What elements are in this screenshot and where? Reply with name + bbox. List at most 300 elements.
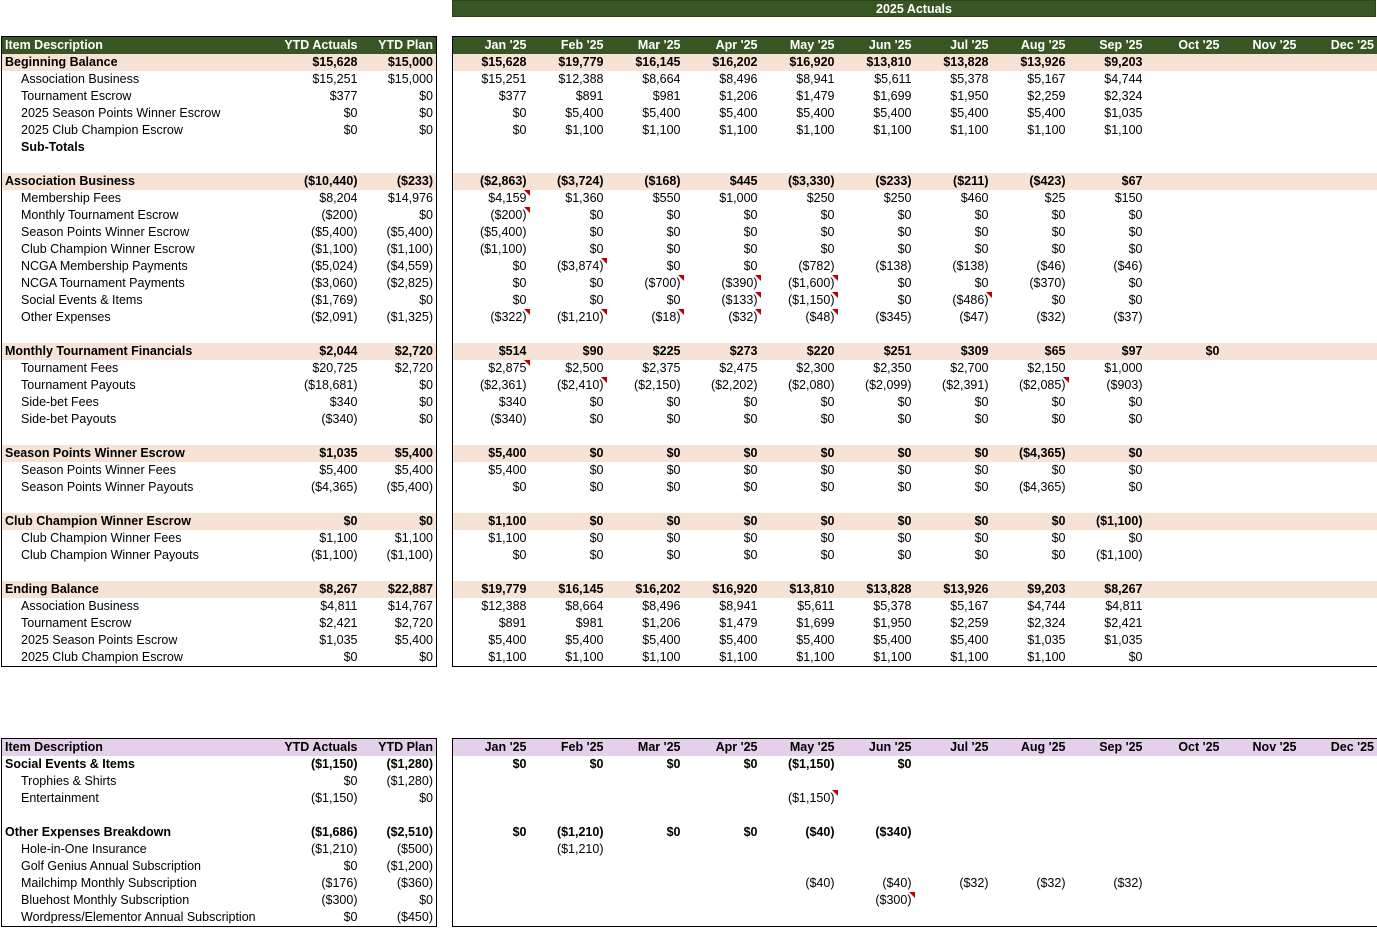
month-value-cell[interactable] — [761, 428, 838, 445]
month-value-cell[interactable] — [1146, 275, 1223, 292]
month-value-cell[interactable]: $1,699 — [873, 89, 912, 103]
month-value-cell[interactable] — [1146, 394, 1223, 411]
month-value-cell[interactable] — [1300, 615, 1377, 632]
month-value-cell[interactable] — [1146, 790, 1223, 807]
month-value-cell[interactable]: $0 — [897, 480, 912, 494]
month-value-cell[interactable]: ($138) — [952, 259, 989, 273]
month-value-cell[interactable]: $981 — [575, 616, 604, 630]
month-value-cell[interactable] — [1146, 564, 1223, 581]
month-value-cell[interactable]: $0 — [666, 395, 681, 409]
month-value-cell[interactable] — [1300, 275, 1377, 292]
month-value-cell[interactable]: $0 — [743, 412, 758, 426]
month-value-cell[interactable]: ($423) — [992, 173, 1069, 190]
month-value-cell[interactable] — [1223, 598, 1300, 615]
item-label-cell[interactable]: Monthly Tournament Financials — [2, 343, 281, 360]
month-value-cell[interactable]: $13,810 — [838, 54, 915, 71]
header-month[interactable]: Mar '25 — [607, 739, 684, 757]
month-value-cell[interactable]: ($211) — [915, 173, 992, 190]
month-value-cell[interactable]: $25 — [1044, 191, 1066, 205]
ytd-actuals-cell[interactable]: $0 — [281, 909, 361, 927]
item-label-cell[interactable]: Club Champion Winner Payouts — [2, 547, 281, 564]
month-value-cell[interactable] — [1069, 858, 1146, 875]
item-label-cell[interactable]: Bluehost Monthly Subscription — [2, 892, 281, 909]
month-value-cell[interactable] — [1223, 173, 1300, 190]
item-label-cell[interactable]: Mailchimp Monthly Subscription — [2, 875, 281, 892]
month-value-cell[interactable] — [915, 326, 992, 343]
month-value-cell[interactable]: $0 — [743, 825, 758, 839]
ytd-plan-cell[interactable]: $14,767 — [361, 598, 437, 615]
month-value-cell[interactable]: $16,202 — [684, 54, 761, 71]
month-value-cell[interactable]: $309 — [915, 343, 992, 360]
month-value-cell[interactable]: $0 — [974, 480, 989, 494]
month-value-cell[interactable]: $0 — [1069, 445, 1146, 462]
month-value-cell[interactable] — [1223, 875, 1300, 892]
month-value-cell[interactable]: $0 — [666, 242, 681, 256]
month-value-cell[interactable] — [992, 564, 1069, 581]
month-value-cell[interactable]: $0 — [1051, 242, 1066, 256]
month-value-cell[interactable] — [1146, 190, 1223, 207]
item-label-cell[interactable]: Tournament Fees — [2, 360, 281, 377]
month-value-cell[interactable] — [530, 428, 607, 445]
month-value-cell[interactable]: $4,159 — [453, 190, 530, 207]
month-value-cell[interactable]: $1,950 — [873, 616, 912, 630]
month-value-cell[interactable]: $0 — [1051, 208, 1066, 222]
month-value-cell[interactable]: ($40) — [882, 876, 912, 890]
month-value-cell[interactable]: $5,167 — [950, 599, 989, 613]
month-value-cell[interactable] — [915, 139, 992, 156]
month-value-cell[interactable]: ($47) — [959, 310, 989, 324]
month-value-cell[interactable]: $0 — [743, 242, 758, 256]
month-value-cell[interactable]: $2,259 — [1027, 89, 1066, 103]
month-value-cell[interactable]: ($1,100) — [1095, 548, 1143, 562]
item-label-cell[interactable]: Tournament Escrow — [2, 615, 281, 632]
month-value-cell[interactable]: $250 — [883, 191, 912, 205]
month-value-cell[interactable]: $0 — [453, 547, 530, 564]
month-value-cell[interactable] — [530, 858, 607, 875]
month-value-cell[interactable] — [1300, 207, 1377, 224]
month-value-cell[interactable]: $0 — [897, 225, 912, 239]
ytd-plan-cell[interactable]: $0 — [361, 649, 437, 667]
month-value-cell[interactable]: ($48) — [761, 309, 838, 326]
month-value-cell[interactable] — [1146, 479, 1223, 496]
ytd-actuals-cell[interactable]: ($5,024) — [310, 259, 358, 273]
month-value-cell[interactable] — [1300, 105, 1377, 122]
month-value-cell[interactable] — [992, 790, 1069, 807]
month-value-cell[interactable]: $1,100 — [565, 123, 604, 137]
month-value-cell[interactable] — [1300, 496, 1377, 513]
month-value-cell[interactable]: ($5,400) — [453, 224, 530, 241]
month-value-cell[interactable] — [607, 909, 684, 926]
month-value-cell[interactable]: $340 — [453, 394, 530, 411]
item-label-cell[interactable]: Tournament Payouts — [2, 377, 281, 394]
month-value-cell[interactable]: $891 — [453, 615, 530, 632]
ytd-actuals-cell[interactable]: ($5,400) — [310, 225, 358, 239]
month-value-cell[interactable] — [1300, 377, 1377, 394]
month-value-cell[interactable] — [1300, 428, 1377, 445]
month-value-cell[interactable] — [453, 892, 530, 909]
month-value-cell[interactable] — [915, 858, 992, 875]
ytd-actuals-cell[interactable]: ($10,440) — [281, 173, 361, 190]
month-value-cell[interactable]: $1,100 — [530, 649, 607, 667]
month-value-cell[interactable]: $13,828 — [838, 581, 915, 598]
month-value-cell[interactable] — [1146, 547, 1223, 564]
month-value-cell[interactable] — [1146, 615, 1223, 632]
month-value-cell[interactable]: ($1,100) — [1069, 513, 1146, 530]
month-value-cell[interactable] — [915, 807, 992, 824]
month-value-cell[interactable]: $0 — [897, 395, 912, 409]
month-value-cell[interactable] — [1223, 309, 1300, 326]
month-value-cell[interactable]: $1,100 — [915, 649, 992, 667]
month-value-cell[interactable] — [1223, 343, 1300, 360]
month-value-cell[interactable]: $9,203 — [992, 581, 1069, 598]
ytd-plan-cell[interactable] — [361, 139, 437, 156]
month-value-cell[interactable] — [1223, 122, 1300, 139]
ytd-plan-cell[interactable] — [361, 428, 437, 445]
month-value-cell[interactable]: $2,500 — [565, 361, 604, 375]
month-value-cell[interactable] — [992, 807, 1069, 824]
month-value-cell[interactable]: $0 — [743, 225, 758, 239]
month-value-cell[interactable] — [1223, 513, 1300, 530]
month-value-cell[interactable] — [453, 496, 530, 513]
month-value-cell[interactable]: ($1,150) — [761, 790, 838, 807]
month-value-cell[interactable] — [1223, 892, 1300, 909]
month-value-cell[interactable] — [1223, 411, 1300, 428]
month-value-cell[interactable] — [992, 858, 1069, 875]
month-value-cell[interactable]: ($2,202) — [710, 378, 758, 392]
month-value-cell[interactable]: $0 — [897, 242, 912, 256]
ytd-actuals-cell[interactable]: ($4,365) — [310, 480, 358, 494]
month-value-cell[interactable]: $67 — [1069, 173, 1146, 190]
month-value-cell[interactable] — [1300, 462, 1377, 479]
header-month[interactable]: Nov '25 — [1223, 739, 1300, 757]
ytd-actuals-cell[interactable]: $5,400 — [319, 463, 358, 477]
month-value-cell[interactable] — [1146, 54, 1223, 71]
month-value-cell[interactable] — [530, 790, 607, 807]
month-value-cell[interactable]: ($340) — [875, 825, 912, 839]
month-value-cell[interactable] — [1146, 71, 1223, 88]
month-value-cell[interactable]: $0 — [838, 513, 915, 530]
ytd-plan-cell[interactable]: ($1,325) — [361, 309, 437, 326]
month-value-cell[interactable] — [915, 428, 992, 445]
item-label-cell[interactable]: Trophies & Shirts — [2, 773, 281, 790]
month-value-cell[interactable]: $1,100 — [607, 649, 684, 667]
ytd-plan-cell[interactable]: $0 — [361, 105, 437, 122]
ytd-plan-cell[interactable]: ($233) — [361, 173, 437, 190]
month-value-cell[interactable]: $5,167 — [1027, 72, 1066, 86]
month-value-cell[interactable] — [684, 773, 761, 790]
header-item-description[interactable]: Item Description — [2, 37, 281, 55]
month-value-cell[interactable]: $981 — [652, 89, 681, 103]
ytd-plan-cell[interactable]: ($1,200) — [361, 858, 437, 875]
month-value-cell[interactable] — [453, 858, 530, 875]
item-label-cell[interactable]: 2025 Season Points Escrow — [2, 632, 281, 649]
ytd-plan-cell[interactable]: ($2,510) — [361, 824, 437, 841]
month-value-cell[interactable] — [684, 909, 761, 926]
item-label-cell[interactable] — [2, 807, 281, 824]
month-value-cell[interactable] — [1069, 139, 1146, 156]
item-label-cell[interactable] — [2, 156, 281, 173]
header-month[interactable]: Feb '25 — [530, 739, 607, 757]
month-value-cell[interactable]: $2,700 — [950, 361, 989, 375]
item-label-cell[interactable]: Beginning Balance — [2, 54, 281, 71]
month-value-cell[interactable]: $0 — [1051, 412, 1066, 426]
month-value-cell[interactable] — [1146, 875, 1223, 892]
month-value-cell[interactable]: $1,100 — [642, 123, 681, 137]
ytd-plan-cell[interactable]: $5,400 — [361, 462, 437, 479]
month-value-cell[interactable]: $8,496 — [719, 72, 758, 86]
month-value-cell[interactable]: $0 — [530, 513, 607, 530]
month-value-cell[interactable] — [915, 824, 992, 841]
ytd-actuals-cell[interactable]: $0 — [343, 774, 358, 788]
month-value-cell[interactable] — [1300, 756, 1377, 773]
month-value-cell[interactable] — [1069, 773, 1146, 790]
month-value-cell[interactable]: ($233) — [838, 173, 915, 190]
month-value-cell[interactable] — [1223, 530, 1300, 547]
month-value-cell[interactable]: $0 — [1051, 225, 1066, 239]
month-value-cell[interactable]: $0 — [897, 463, 912, 477]
month-value-cell[interactable]: $0 — [589, 293, 604, 307]
month-value-cell[interactable]: $0 — [666, 825, 681, 839]
ytd-plan-cell[interactable]: ($500) — [361, 841, 437, 858]
month-value-cell[interactable]: $0 — [453, 122, 530, 139]
ytd-plan-cell[interactable]: $1,100 — [361, 530, 437, 547]
month-value-cell[interactable] — [1223, 156, 1300, 173]
month-value-cell[interactable]: ($300) — [838, 892, 915, 909]
month-value-cell[interactable]: $19,779 — [530, 54, 607, 71]
month-value-cell[interactable] — [1300, 88, 1377, 105]
month-value-cell[interactable] — [1300, 241, 1377, 258]
month-value-cell[interactable] — [530, 875, 607, 892]
header-ytd-plan[interactable]: YTD Plan — [361, 739, 437, 757]
month-value-cell[interactable] — [1146, 858, 1223, 875]
month-value-cell[interactable]: $0 — [743, 259, 758, 273]
month-value-cell[interactable] — [1223, 190, 1300, 207]
ytd-actuals-cell[interactable]: ($1,150) — [310, 791, 358, 805]
month-value-cell[interactable]: $0 — [897, 276, 912, 290]
month-value-cell[interactable]: $0 — [453, 824, 530, 841]
month-value-cell[interactable]: $0 — [589, 463, 604, 477]
month-value-cell[interactable] — [1146, 173, 1223, 190]
item-label-cell[interactable]: Social Events & Items — [2, 292, 281, 309]
month-value-cell[interactable]: $250 — [806, 191, 835, 205]
month-value-cell[interactable] — [1300, 190, 1377, 207]
month-value-cell[interactable]: $0 — [820, 480, 835, 494]
header-month[interactable]: Sep '25 — [1069, 739, 1146, 757]
item-label-cell[interactable]: Season Points Winner Escrow — [2, 445, 281, 462]
month-value-cell[interactable] — [838, 858, 915, 875]
month-value-cell[interactable] — [1300, 841, 1377, 858]
ytd-actuals-cell[interactable] — [281, 326, 361, 343]
ytd-actuals-cell[interactable]: $0 — [281, 513, 361, 530]
month-value-cell[interactable]: ($1,100) — [453, 241, 530, 258]
ytd-actuals-cell[interactable] — [281, 807, 361, 824]
month-value-cell[interactable] — [684, 790, 761, 807]
month-value-cell[interactable]: $0 — [1051, 293, 1066, 307]
month-value-cell[interactable] — [1300, 173, 1377, 190]
month-value-cell[interactable] — [684, 139, 761, 156]
month-value-cell[interactable] — [915, 773, 992, 790]
month-value-cell[interactable]: $0 — [666, 548, 681, 562]
month-value-cell[interactable]: ($2,150) — [633, 378, 681, 392]
month-value-cell[interactable]: $0 — [1051, 548, 1066, 562]
ytd-actuals-cell[interactable]: $0 — [281, 649, 361, 667]
month-value-cell[interactable] — [530, 564, 607, 581]
month-value-cell[interactable] — [607, 875, 684, 892]
month-value-cell[interactable] — [1223, 445, 1300, 462]
month-value-cell[interactable] — [684, 564, 761, 581]
month-value-cell[interactable] — [607, 790, 684, 807]
month-value-cell[interactable]: $0 — [897, 293, 912, 307]
month-value-cell[interactable]: $0 — [589, 395, 604, 409]
month-value-cell[interactable]: $377 — [453, 88, 530, 105]
month-value-cell[interactable]: ($2,099) — [864, 378, 912, 392]
month-value-cell[interactable]: ($168) — [607, 173, 684, 190]
header-month[interactable]: Jun '25 — [838, 739, 915, 757]
month-value-cell[interactable]: $1,100 — [1027, 123, 1066, 137]
month-value-cell[interactable] — [761, 909, 838, 926]
header-month[interactable]: Oct '25 — [1146, 739, 1223, 757]
month-value-cell[interactable]: ($138) — [875, 259, 912, 273]
ytd-plan-cell[interactable]: ($1,100) — [361, 241, 437, 258]
month-value-cell[interactable]: $0 — [684, 513, 761, 530]
item-label-cell[interactable]: NCGA Membership Payments — [2, 258, 281, 275]
month-value-cell[interactable] — [1146, 309, 1223, 326]
month-value-cell[interactable]: $90 — [530, 343, 607, 360]
ytd-actuals-cell[interactable]: $377 — [329, 89, 358, 103]
month-value-cell[interactable]: $1,699 — [796, 616, 835, 630]
month-value-cell[interactable] — [1223, 292, 1300, 309]
month-value-cell[interactable]: $1,479 — [719, 616, 758, 630]
item-label-cell[interactable]: Side-bet Fees — [2, 394, 281, 411]
month-value-cell[interactable]: $0 — [897, 208, 912, 222]
month-value-cell[interactable] — [761, 858, 838, 875]
month-value-cell[interactable] — [1300, 394, 1377, 411]
month-value-cell[interactable] — [992, 139, 1069, 156]
ytd-plan-cell[interactable]: ($1,280) — [361, 756, 437, 773]
month-value-cell[interactable]: $5,400 — [950, 633, 989, 647]
month-value-cell[interactable]: ($1,600) — [761, 275, 838, 292]
ytd-plan-cell[interactable]: ($2,825) — [361, 275, 437, 292]
item-label-cell[interactable]: Other Expenses — [2, 309, 281, 326]
month-value-cell[interactable]: $0 — [974, 208, 989, 222]
month-value-cell[interactable] — [838, 807, 915, 824]
item-label-cell[interactable]: Other Expenses Breakdown — [2, 824, 281, 841]
month-value-cell[interactable] — [915, 909, 992, 926]
month-value-cell[interactable] — [1300, 909, 1377, 926]
ytd-plan-cell[interactable] — [361, 496, 437, 513]
month-value-cell[interactable] — [838, 773, 915, 790]
month-value-cell[interactable] — [992, 909, 1069, 926]
month-value-cell[interactable] — [607, 892, 684, 909]
month-value-cell[interactable] — [530, 892, 607, 909]
month-value-cell[interactable]: $0 — [589, 548, 604, 562]
month-value-cell[interactable]: ($345) — [875, 310, 912, 324]
month-value-cell[interactable]: $0 — [820, 225, 835, 239]
month-value-cell[interactable]: $0 — [530, 445, 607, 462]
month-value-cell[interactable] — [607, 326, 684, 343]
month-value-cell[interactable] — [1300, 292, 1377, 309]
item-label-cell[interactable]: Club Champion Winner Escrow — [2, 241, 281, 258]
ytd-actuals-cell[interactable]: ($300) — [321, 893, 358, 907]
month-value-cell[interactable]: $0 — [666, 293, 681, 307]
month-value-cell[interactable]: ($1,150) — [761, 292, 838, 309]
ytd-plan-cell[interactable]: $2,720 — [361, 360, 437, 377]
month-value-cell[interactable]: $5,400 — [453, 632, 530, 649]
month-value-cell[interactable]: $16,145 — [530, 581, 607, 598]
month-value-cell[interactable]: $0 — [1128, 276, 1143, 290]
month-value-cell[interactable]: $0 — [743, 480, 758, 494]
header-ytd-actuals[interactable]: YTD Actuals — [281, 739, 361, 757]
month-value-cell[interactable] — [838, 139, 915, 156]
header-ytd-actuals[interactable]: YTD Actuals — [281, 37, 361, 55]
month-value-cell[interactable]: $1,100 — [719, 123, 758, 137]
month-value-cell[interactable] — [1069, 326, 1146, 343]
month-value-cell[interactable]: $1,100 — [796, 123, 835, 137]
ytd-actuals-cell[interactable]: $1,035 — [319, 633, 358, 647]
month-value-cell[interactable]: ($1,150) — [787, 757, 835, 771]
month-value-cell[interactable]: $0 — [1069, 649, 1146, 667]
item-label-cell[interactable]: Side-bet Payouts — [2, 411, 281, 428]
month-value-cell[interactable] — [1069, 909, 1146, 926]
month-value-cell[interactable] — [915, 756, 992, 773]
month-value-cell[interactable]: $0 — [666, 225, 681, 239]
month-value-cell[interactable]: $2,875 — [453, 360, 530, 377]
ytd-actuals-cell[interactable]: $1,035 — [281, 445, 361, 462]
ytd-plan-cell[interactable]: $5,400 — [361, 445, 437, 462]
month-value-cell[interactable] — [1223, 773, 1300, 790]
month-value-cell[interactable]: ($3,724) — [530, 173, 607, 190]
month-value-cell[interactable] — [1300, 564, 1377, 581]
month-value-cell[interactable]: $5,400 — [565, 633, 604, 647]
ytd-plan-cell[interactable]: $0 — [361, 88, 437, 105]
month-value-cell[interactable] — [530, 326, 607, 343]
month-value-cell[interactable]: $2,421 — [1104, 616, 1143, 630]
ytd-plan-cell[interactable]: ($450) — [361, 909, 437, 927]
month-value-cell[interactable] — [530, 773, 607, 790]
month-value-cell[interactable] — [1300, 71, 1377, 88]
month-value-cell[interactable] — [684, 428, 761, 445]
month-value-cell[interactable]: $97 — [1069, 343, 1146, 360]
month-value-cell[interactable]: $0 — [1128, 208, 1143, 222]
month-value-cell[interactable] — [1223, 224, 1300, 241]
month-value-cell[interactable]: $0 — [743, 548, 758, 562]
month-value-cell[interactable]: $0 — [453, 258, 530, 275]
month-value-cell[interactable] — [684, 858, 761, 875]
ytd-actuals-cell[interactable] — [281, 496, 361, 513]
header-month[interactable]: Apr '25 — [684, 739, 761, 757]
month-value-cell[interactable] — [1300, 790, 1377, 807]
month-value-cell[interactable] — [453, 807, 530, 824]
month-value-cell[interactable] — [607, 496, 684, 513]
month-value-cell[interactable]: $445 — [684, 173, 761, 190]
month-value-cell[interactable]: ($2,085) — [992, 377, 1069, 394]
ytd-plan-cell[interactable]: $15,000 — [361, 54, 437, 71]
month-value-cell[interactable]: $5,400 — [453, 462, 530, 479]
ytd-plan-cell[interactable]: $5,400 — [361, 632, 437, 649]
ytd-actuals-cell[interactable]: $8,204 — [319, 191, 358, 205]
month-value-cell[interactable]: $1,100 — [950, 123, 989, 137]
month-value-cell[interactable]: $460 — [960, 191, 989, 205]
month-value-cell[interactable]: $0 — [820, 531, 835, 545]
ytd-actuals-cell[interactable]: ($1,100) — [310, 548, 358, 562]
month-value-cell[interactable]: ($32) — [1036, 876, 1066, 890]
ytd-actuals-cell[interactable]: $2,421 — [319, 616, 358, 630]
month-value-cell[interactable] — [1300, 343, 1377, 360]
ytd-actuals-cell[interactable]: $8,267 — [281, 581, 361, 598]
month-value-cell[interactable]: $1,035 — [1027, 633, 1066, 647]
month-value-cell[interactable]: $1,000 — [719, 191, 758, 205]
month-value-cell[interactable]: $16,202 — [607, 581, 684, 598]
